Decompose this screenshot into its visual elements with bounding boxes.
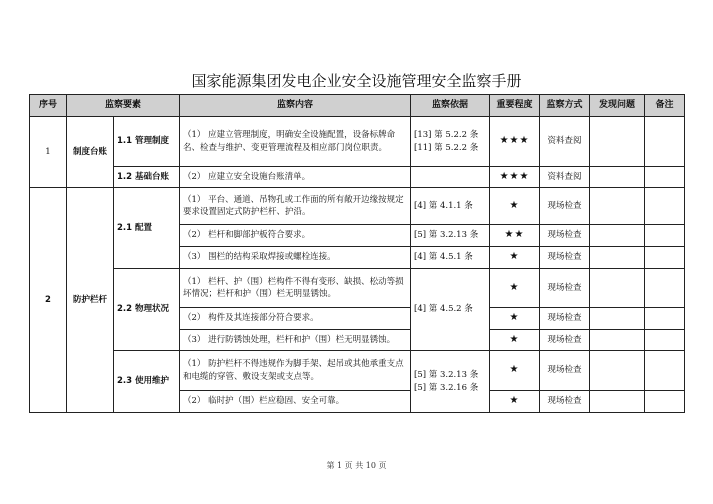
basis-cell: [5] 第 3.2.13 条 [5] 第 3.2.16 条 <box>411 351 490 413</box>
content-cell: （2） 应建立安全设施台账清单。 <box>180 167 411 188</box>
remark-cell <box>645 330 685 351</box>
header-cell: 重要程度 <box>490 95 540 117</box>
method-cell: 现场检查 <box>540 391 590 413</box>
basis-cell <box>411 167 490 188</box>
sub-element-name: 1.2 基础台账 <box>114 167 180 188</box>
header-cell: 序号 <box>30 95 67 117</box>
importance-stars: ★ <box>490 330 540 351</box>
sub-element-name: 1.1 管理制度 <box>114 117 180 167</box>
basis-cell: [4] 第 4.5.2 条 <box>411 269 490 351</box>
remark-cell <box>645 188 685 225</box>
remark-cell <box>645 167 685 188</box>
method-cell: 现场检查 <box>540 225 590 247</box>
sub-element-name: 2.3 使用维护 <box>114 351 180 413</box>
remark-cell <box>645 391 685 413</box>
content-cell: （1） 防护栏杆不得违规作为脚手架、起吊或其他承重支点和电缆的穿管、敷设支架或支点等。 <box>180 351 411 391</box>
basis-cell: [5] 第 3.2.13 条 <box>411 225 490 247</box>
issue-cell <box>590 351 645 391</box>
remark-cell <box>645 225 685 247</box>
remark-cell <box>645 247 685 269</box>
issue-cell <box>590 330 645 351</box>
remark-cell <box>645 351 685 391</box>
sub-element-name: 2.2 物理状况 <box>114 269 180 351</box>
content-cell: （1） 栏杆、护（围）栏构件不得有变形、缺损、松动等损坏情况；栏杆和护（围）栏无明显锈蚀。 <box>180 269 411 308</box>
issue-cell <box>590 225 645 247</box>
issue-cell <box>590 167 645 188</box>
method-cell: 资料查阅 <box>540 167 590 188</box>
table-row <box>30 117 685 167</box>
importance-stars: ★ <box>490 188 540 225</box>
importance-stars: ★ <box>490 247 540 269</box>
page-footer: 第 1 页 共 10 页 <box>326 461 387 470</box>
basis-cell: [13] 第 5.2.2 条 [11] 第 5.2.2 条 <box>411 117 490 167</box>
content-cell: （3） 进行防锈蚀处理，栏杆和护（围）栏无明显锈蚀。 <box>180 330 411 351</box>
basis-cell: [4] 第 4.5.1 条 <box>411 247 490 269</box>
content-cell: （2） 临时护（围）栏应稳固、安全可靠。 <box>180 391 411 413</box>
element-name: 制度台账 <box>67 117 114 188</box>
sub-element-name: 2.1 配置 <box>114 188 180 269</box>
inspection-table <box>29 94 685 413</box>
importance-stars: ★★★ <box>490 117 540 167</box>
method-cell: 现场检查 <box>540 247 590 269</box>
row-number: 1 <box>30 117 67 188</box>
remark-cell <box>645 117 685 167</box>
issue-cell <box>590 269 645 308</box>
issue-cell <box>590 308 645 330</box>
table-row <box>30 269 685 308</box>
header-cell: 备注 <box>645 95 685 117</box>
method-cell: 现场检查 <box>540 188 590 225</box>
method-cell: 现场检查 <box>540 330 590 351</box>
content-cell: （3） 围栏的结构采取焊接或螺栓连接。 <box>180 247 411 269</box>
header-cell: 监察依据 <box>411 95 490 117</box>
element-name: 防护栏杆 <box>67 188 114 413</box>
method-cell: 现场检查 <box>540 351 590 391</box>
content-cell: （2） 构件及其连接部分符合要求。 <box>180 308 411 330</box>
issue-cell <box>590 247 645 269</box>
content-cell: （2） 栏杆和脚部护板符合要求。 <box>180 225 411 247</box>
method-cell: 资料查阅 <box>540 117 590 167</box>
importance-stars: ★ <box>490 269 540 308</box>
content-cell: （1） 应建立管理制度，明确安全设施配置，设备标牌命名、检查与维护、变更管理流程及相应部门岗位职责。 <box>180 117 411 167</box>
header-cell: 监察要素 <box>67 95 180 117</box>
basis-cell: [4] 第 4.1.1 条 <box>411 188 490 225</box>
remark-cell <box>645 308 685 330</box>
table-row <box>30 167 685 188</box>
header-cell: 监察方式 <box>540 95 590 117</box>
table-row <box>30 351 685 391</box>
importance-stars: ★ <box>490 351 540 391</box>
table-row <box>30 188 685 225</box>
method-cell: 现场检查 <box>540 308 590 330</box>
remark-cell <box>645 269 685 308</box>
issue-cell <box>590 391 645 413</box>
method-cell: 现场检查 <box>540 269 590 308</box>
content-cell: （1） 平台、通道、吊物孔或工作面的所有敞开边缘按规定要求设置固定式防护栏杆、护沿。 <box>180 188 411 225</box>
importance-stars: ★ <box>490 308 540 330</box>
header-cell: 监察内容 <box>180 95 411 117</box>
importance-stars: ★ <box>490 391 540 413</box>
header-row <box>30 95 685 117</box>
importance-stars: ★★★ <box>490 167 540 188</box>
issue-cell <box>590 188 645 225</box>
issue-cell <box>590 117 645 167</box>
page-title: 国家能源集团发电企业安全设施管理安全监察手册 <box>191 72 522 90</box>
header-cell: 发现问题 <box>590 95 645 117</box>
row-number: 2 <box>30 188 67 413</box>
importance-stars: ★★ <box>490 225 540 247</box>
